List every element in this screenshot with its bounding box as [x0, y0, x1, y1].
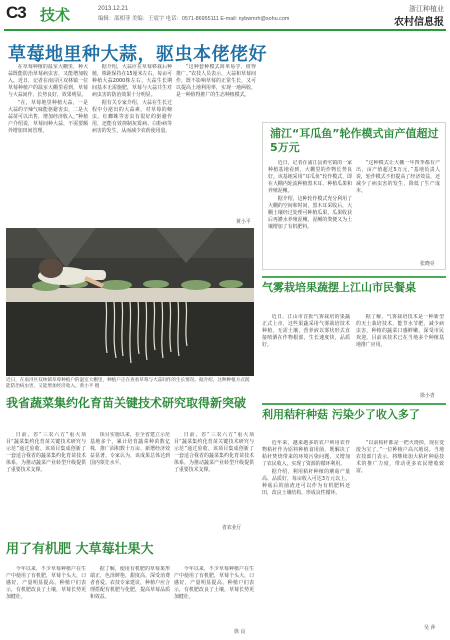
box-article-paragraph: “这种模式让大棚一年四季都有产出，亩产值超过5万元。”基地负责人说，轮作模式不但提高了经济效益，还减少了病虫害的发生，降低了生产成本。 — [356, 160, 440, 194]
bottom-article-1-paragraph: 日前，省“三农六方”重大项目“蔬菜集约化育苗关键技术研究与示范”通过验收。该项目集成创新了一套适合我省的蔬菜集约化育苗技术体系，为推动蔬菜产业转型升级提供了重要技术支撑。 — [174, 432, 254, 473]
main-article-col-3 — [176, 64, 256, 214]
right-article-2-paragraph: 据介绍，利用秸秆种植的蘑菇产量高、品质好，每亩收入可达3万元以上。种菇后的菌渣还可以作为有机肥料还田，改良土壤结构，形成良性循环。 — [262, 469, 350, 496]
right-article-2-col-1 — [262, 440, 350, 628]
main-article-paragraph: “在，草莓地里种植大蒜，一是大蒜的辛辣气味能驱避害虫，二是大蒜苗可以出售，增加经济收入。”种植户介绍说，草莓间种大蒜，不需要额外增加田间管理。 — [8, 100, 88, 134]
bottom-article-2-paragraph: 据了解，使用有机肥的草莓果形端正，色泽鲜艳，甜度高，深受消费者喜爱。农技专家建议，种植户应合理搭配有机肥与化肥，提高草莓品质和效益。 — [90, 566, 170, 600]
bottom-article-1-paragraph: 项目实施以来，在全省建立示范基地多个，累计培育蔬菜种苗数亿株，推广面积数十万亩，新增经济效益显著。专家认为，该成果总体达到国内领先水平。 — [90, 432, 170, 466]
box-article-paragraph: 据介绍，这种轮作模式充分利用了大棚的空间和时间，黑木耳采收后，大棚土壤经过处理可种植瓜果，瓜果收获后再灌水养殖泥鳅，泥鳅的粪便又为土壤增加了有机肥料。 — [268, 196, 352, 230]
main-article-paragraph: “这种套种模式简单易学，值得推广。”农技人员表示，大蒜和草莓间作，既不影响草莓的正常生长，又可以提高土地利用率，实现一地两收，是一种值得推广的生态种植模式。 — [176, 64, 256, 98]
main-article-paragraph: 据有关专家介绍，大蒜在生长过程中分泌出的大蒜素，对草莓的蚜虫、红蜘蛛等害虫有很好的驱避作用，还能有效抑制灰霉病、白粉病等病害的发生，从而减少农药使用量。 — [92, 100, 172, 134]
main-article-col-1 — [8, 64, 88, 224]
bottom-article-1-col-2 — [90, 432, 170, 530]
bottom-article-2-byline: 徐 良 — [234, 629, 246, 635]
box-article-col-2 — [356, 160, 440, 258]
right-article-1-byline: 徐小青 — [420, 393, 435, 399]
bottom-article-2-col-2 — [90, 566, 170, 636]
bottom-article-2-title: 用了有机肥 大草莓壮果大 — [6, 542, 154, 557]
bottom-article-1-col-3 — [174, 432, 254, 530]
section-name: 技术 — [40, 7, 71, 24]
publication-info: 编辑：邵相菲 美编：王震宇 电话：0571-86955111 E-mail: nybwmrh@sohu.com — [98, 16, 290, 22]
right-article-2-byline: 吴 萍 — [424, 625, 436, 631]
main-article-title: 草莓地里种大蒜，驱虫本佬佬好 — [8, 44, 267, 65]
bottom-article-2-paragraph: 今年以来，不少草莓种植户在生产中使用了有机肥，草莓个头大，口感好，产量明显提高。种植户们表示，有机肥改良了土壤，草莓长势更加健壮。 — [174, 566, 254, 600]
newspaper-brand: 农村信息报 — [394, 17, 444, 28]
bottom-article-1-paragraph: 日前，省“三农六方”重大项目“蔬菜集约化育苗关键技术研究与示范”通过验收。该项目集成创新了一套适合我省的蔬菜集约化育苗技术体系，为推动蔬菜产业转型升级提供了重要技术支撑。 — [6, 432, 86, 473]
right-article-1-col-1 — [262, 314, 350, 398]
bottom-article-2-paragraph: 今年以来，不少草莓种植户在生产中使用了有机肥，草莓个头大，口感好，产量明显提高。种植户们表示，有机肥改良了土壤，草莓长势更加健壮。 — [6, 566, 86, 600]
bottom-article-1-byline: 省农业厅 — [222, 525, 242, 531]
box-article-col-1 — [268, 160, 352, 266]
publication-date: 2013.12.21 — [98, 6, 129, 12]
right-article-2-title: 利用秸秆种菇 污染少了收入多了 — [262, 408, 420, 421]
box-article-byline: 张晓亮 — [420, 261, 435, 267]
greenhouse-photo — [6, 228, 254, 376]
right-article-1-paragraph: 近日，江山市首批气雾栽培的果蔬正式上市，这些果蔬采用气雾栽培技术种植，无需土壤，营养液以雾状形式直接喷洒在作物根部，生长速度快，品质好。 — [262, 314, 350, 348]
right-article-1-title: 气雾栽培果蔬摆上江山市民餐桌 — [262, 281, 416, 294]
main-article-byline: 黄小平 — [236, 219, 251, 225]
section-divider — [262, 403, 446, 405]
bottom-article-2-col-3 — [174, 566, 254, 628]
box-article-title: 浦江“耳瓜鱼”轮作模式亩产值超过5万元 — [270, 127, 439, 154]
right-article-2-paragraph: 近年来，越来越多的农户利用农作物秸秆作为原料种植食用菌，既解决了秸秆焚烧带来的环境污染问题，又增加了农民收入，实现了资源的循环利用。 — [262, 440, 350, 467]
photo-caption: 近日，在南浔区双林镇草莓种植户的温室大棚里，种植户正在查看草莓与大蒜间作的生长情况。据介绍，这种种植方式既能防治病虫害，又能增加经济收入。黄小平 摄 — [6, 378, 250, 390]
box-article-paragraph: 近日，记者在浦江县黄宅镇的一家种植基地看到，大棚里的作物长势良好。该基地采用“耳瓜鱼”轮作模式，即在大棚内轮流种植黑木耳、种植瓜果和养殖泥鳅。 — [268, 160, 352, 194]
section-code: C3 — [6, 3, 26, 22]
greenhouse-photo-illustration — [6, 228, 254, 376]
right-article-1-col-2 — [356, 314, 444, 390]
bottom-article-2-col-1 — [6, 566, 86, 636]
page-name: 浙江种植业 — [409, 5, 444, 13]
right-article-1-paragraph: 据了解，气雾栽培技术是一种新型的无土栽培技术，能节水节肥，减少病虫害，种植的蔬菜口感鲜嫩，深受市民欢迎。目前该技术已在当地多个种植基地推广应用。 — [356, 314, 444, 348]
bottom-article-1-title: 我省蔬菜集约化育苗关键技术研究取得新突破 — [6, 396, 247, 410]
main-article-paragraph: 据介绍，大蒜应在草莓移栽后种植，株距保持在15厘米左右，每亩可种植大蒜2000株左右。大蒜生长期间基本无需施肥，草莓与大蒜共生对病虫害的防治效果十分明显。 — [92, 64, 172, 98]
page-header — [0, 0, 450, 30]
right-article-2-paragraph: “以前秸秆都是一把火烧掉，现在变废为宝了。”一位种植户高兴地说。当地农技部门表示，将继续加大秸秆种菇技术的推广力度，带动更多农民增收致富。 — [356, 440, 444, 474]
section-divider — [262, 276, 446, 278]
main-article-paragraph: 在草莓种植的温室大棚里，种大蒜既能防治草莓病虫害，又能增加收入。近日，记者在南浔区双林镇一位草莓种植户的温室大棚里看到，草莓与大蒜间作，长势良好，效果明显。 — [8, 64, 88, 98]
main-article-col-2 — [92, 64, 172, 224]
bottom-article-1-col-1 — [6, 432, 86, 530]
header-divider — [4, 29, 446, 31]
right-article-2-col-2 — [356, 440, 444, 620]
